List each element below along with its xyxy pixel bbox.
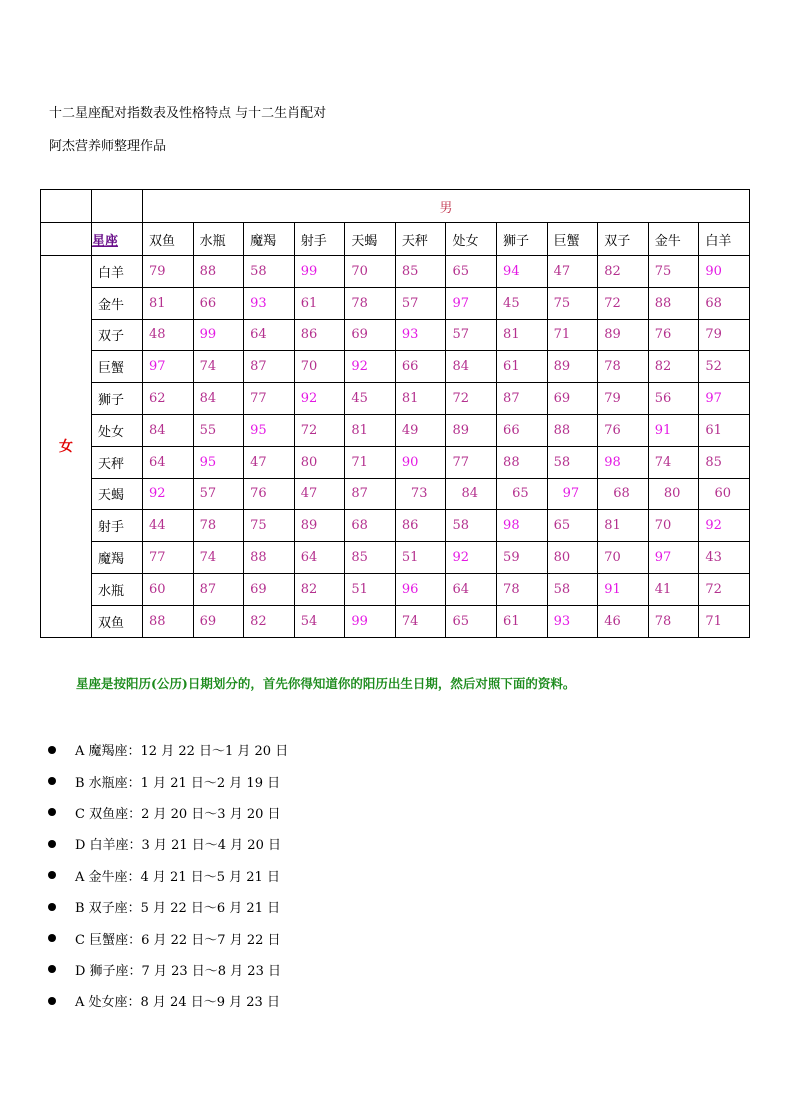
score-cell: 56 (648, 383, 699, 415)
date-range-text: A 金牛座：4 月 21 日～5 月 21 日 (75, 869, 280, 885)
score-cell: 85 (699, 446, 750, 478)
score-cell: 76 (648, 319, 699, 351)
score-cell: 91 (598, 573, 649, 605)
score-cell: 98 (497, 510, 548, 542)
score-cell: 66 (497, 414, 548, 446)
table-row (41, 351, 750, 383)
score-cell: 95 (193, 446, 244, 478)
score-cell: 82 (598, 256, 649, 288)
table-row (41, 510, 750, 542)
score-cell: 58 (244, 256, 295, 288)
score-cell: 81 (143, 287, 194, 319)
score-cell: 77 (143, 542, 194, 574)
bullet-icon (48, 903, 56, 911)
score-cell: 75 (547, 287, 598, 319)
score-cell: 74 (395, 605, 446, 637)
male-sign-header: 金牛 (648, 223, 699, 256)
corner-cell (92, 190, 143, 223)
score-cell: 79 (699, 319, 750, 351)
star-header-link[interactable]: 星座 (92, 233, 119, 249)
score-cell: 49 (395, 414, 446, 446)
score-cell: 86 (395, 510, 446, 542)
score-cell: 66 (193, 287, 244, 319)
score-cell: 61 (294, 287, 345, 319)
score-cell: 65 (446, 256, 497, 288)
score-cell: 79 (598, 383, 649, 415)
female-sign-cell: 巨蟹 (92, 351, 143, 383)
table-row (41, 383, 750, 415)
score-cell: 68 (699, 287, 750, 319)
score-cell: 97 (648, 542, 699, 574)
score-cell: 64 (294, 542, 345, 574)
score-cell: 90 (395, 446, 446, 478)
score-cell: 81 (345, 414, 396, 446)
table-row (41, 478, 750, 510)
list-item (48, 734, 288, 765)
score-cell: 84 (193, 383, 244, 415)
score-cell: 88 (143, 605, 194, 637)
score-cell: 51 (345, 573, 396, 605)
score-cell: 74 (193, 351, 244, 383)
male-label-row (41, 190, 750, 223)
female-sign-cell: 天蝎 (92, 478, 143, 510)
score-cell: 93 (244, 287, 295, 319)
bullet-icon (48, 777, 56, 785)
score-cell: 89 (446, 414, 497, 446)
male-sign-header: 天蝎 (345, 223, 396, 256)
score-cell: 55 (193, 414, 244, 446)
score-cell: 61 (699, 414, 750, 446)
score-cell: 70 (294, 351, 345, 383)
score-cell: 65 (497, 478, 548, 510)
score-cell: 80 (547, 542, 598, 574)
table-row (41, 446, 750, 478)
female-sign-cell: 双鱼 (92, 605, 143, 637)
score-cell: 88 (244, 542, 295, 574)
score-cell: 58 (547, 573, 598, 605)
score-cell: 47 (244, 446, 295, 478)
score-cell: 87 (193, 573, 244, 605)
score-cell: 64 (446, 573, 497, 605)
bullet-icon (48, 871, 56, 879)
score-cell: 87 (345, 478, 396, 510)
score-cell: 72 (699, 573, 750, 605)
list-item (48, 985, 288, 1016)
male-sign-header: 水瓶 (193, 223, 244, 256)
score-cell: 82 (244, 605, 295, 637)
list-item (48, 891, 288, 922)
score-cell: 72 (598, 287, 649, 319)
date-range-text: D 狮子座：7 月 23 日～8 月 23 日 (75, 963, 281, 979)
table-row (41, 414, 750, 446)
score-cell: 98 (598, 446, 649, 478)
female-sign-cell: 天秤 (92, 446, 143, 478)
date-range-text: C 双鱼座：2 月 20 日～3 月 20 日 (75, 806, 281, 822)
score-cell: 97 (446, 287, 497, 319)
score-cell: 88 (193, 256, 244, 288)
score-cell: 92 (345, 351, 396, 383)
male-label: 男 (143, 190, 750, 223)
score-cell: 99 (193, 319, 244, 351)
score-cell: 90 (699, 256, 750, 288)
score-cell: 43 (699, 542, 750, 574)
bullet-icon (48, 997, 56, 1005)
score-cell: 66 (395, 351, 446, 383)
female-sign-cell: 水瓶 (92, 573, 143, 605)
score-cell: 69 (244, 573, 295, 605)
score-cell: 60 (143, 573, 194, 605)
score-cell: 45 (497, 287, 548, 319)
score-cell: 71 (699, 605, 750, 637)
female-sign-cell: 白羊 (92, 256, 143, 288)
score-cell: 64 (244, 319, 295, 351)
score-cell: 58 (446, 510, 497, 542)
male-sign-header: 天秤 (395, 223, 446, 256)
score-cell: 79 (143, 256, 194, 288)
list-item (48, 922, 288, 953)
list-item (48, 828, 288, 859)
female-sign-cell: 处女 (92, 414, 143, 446)
score-cell: 91 (648, 414, 699, 446)
score-cell: 97 (547, 478, 598, 510)
score-cell: 62 (143, 383, 194, 415)
score-cell: 47 (547, 256, 598, 288)
bullet-icon (48, 840, 56, 848)
score-cell: 82 (294, 573, 345, 605)
table-row (41, 542, 750, 574)
document-title: 十二星座配对指数表及性格特点 与十二生肖配对 (49, 106, 327, 121)
score-cell: 61 (497, 605, 548, 637)
score-cell: 73 (395, 478, 446, 510)
table-row (41, 287, 750, 319)
score-cell: 74 (193, 542, 244, 574)
score-cell: 92 (294, 383, 345, 415)
score-cell: 70 (345, 256, 396, 288)
male-sign-header: 射手 (294, 223, 345, 256)
score-cell: 76 (598, 414, 649, 446)
score-cell: 84 (446, 351, 497, 383)
score-cell: 89 (294, 510, 345, 542)
score-cell: 88 (497, 446, 548, 478)
bullet-icon (48, 746, 56, 754)
corner-cell (41, 190, 92, 223)
score-cell: 65 (446, 605, 497, 637)
score-cell: 61 (497, 351, 548, 383)
document-author: 阿杰营养师整理作品 (49, 139, 167, 154)
female-sign-cell: 狮子 (92, 383, 143, 415)
score-cell: 93 (395, 319, 446, 351)
score-cell: 93 (547, 605, 598, 637)
score-cell: 57 (446, 319, 497, 351)
score-cell: 41 (648, 573, 699, 605)
date-range-text: A 处女座：8 月 24 日～9 月 23 日 (75, 995, 280, 1011)
star-header-cell (92, 223, 143, 256)
female-label: 女 (41, 256, 92, 638)
corner-cell (41, 223, 92, 256)
table-row (41, 573, 750, 605)
score-cell: 76 (244, 478, 295, 510)
score-cell: 77 (446, 446, 497, 478)
female-sign-cell: 魔羯 (92, 542, 143, 574)
date-range-text: C 巨蟹座：6 月 22 日～7 月 22 日 (75, 932, 281, 948)
score-cell: 47 (294, 478, 345, 510)
female-sign-cell: 金牛 (92, 287, 143, 319)
list-item (48, 797, 288, 828)
score-cell: 81 (395, 383, 446, 415)
score-cell: 52 (699, 351, 750, 383)
score-cell: 57 (193, 478, 244, 510)
score-cell: 80 (648, 478, 699, 510)
score-cell: 97 (143, 351, 194, 383)
score-cell: 87 (497, 383, 548, 415)
compatibility-table (40, 189, 750, 638)
list-item (48, 765, 288, 796)
male-sign-header: 白羊 (699, 223, 750, 256)
score-cell: 51 (395, 542, 446, 574)
score-cell: 45 (345, 383, 396, 415)
score-cell: 84 (143, 414, 194, 446)
score-cell: 84 (446, 478, 497, 510)
score-cell: 71 (547, 319, 598, 351)
table-row (41, 256, 750, 288)
male-sign-header: 狮子 (497, 223, 548, 256)
list-item (48, 860, 288, 891)
score-cell: 68 (598, 478, 649, 510)
male-sign-header: 双鱼 (143, 223, 194, 256)
score-cell: 71 (345, 446, 396, 478)
bullet-icon (48, 965, 56, 973)
score-cell: 88 (648, 287, 699, 319)
table-row (41, 319, 750, 351)
score-cell: 86 (294, 319, 345, 351)
score-cell: 85 (345, 542, 396, 574)
score-cell: 65 (547, 510, 598, 542)
score-cell: 94 (497, 256, 548, 288)
bullet-icon (48, 934, 56, 942)
score-cell: 78 (345, 287, 396, 319)
score-cell: 64 (143, 446, 194, 478)
score-cell: 96 (395, 573, 446, 605)
date-range-text: A 魔羯座：12 月 22 日～1 月 20 日 (75, 744, 289, 760)
score-cell: 60 (699, 478, 750, 510)
male-sign-header: 巨蟹 (547, 223, 598, 256)
score-cell: 44 (143, 510, 194, 542)
date-range-text: B 双子座：5 月 22 日～6 月 21 日 (75, 901, 281, 917)
sign-header-row (41, 223, 750, 256)
table-row (41, 605, 750, 637)
score-cell: 81 (598, 510, 649, 542)
score-cell: 69 (193, 605, 244, 637)
score-cell: 99 (345, 605, 396, 637)
score-cell: 54 (294, 605, 345, 637)
score-cell: 89 (598, 319, 649, 351)
score-cell: 69 (547, 383, 598, 415)
male-sign-header: 双子 (598, 223, 649, 256)
female-sign-cell: 射手 (92, 510, 143, 542)
score-cell: 81 (497, 319, 548, 351)
score-cell: 69 (345, 319, 396, 351)
score-cell: 72 (446, 383, 497, 415)
score-cell: 87 (244, 351, 295, 383)
score-cell: 92 (446, 542, 497, 574)
date-range-text: B 水瓶座：1 月 21 日～2 月 19 日 (75, 775, 281, 791)
score-cell: 97 (699, 383, 750, 415)
score-cell: 85 (395, 256, 446, 288)
score-cell: 78 (497, 573, 548, 605)
score-cell: 58 (547, 446, 598, 478)
list-item (48, 954, 288, 985)
score-cell: 72 (294, 414, 345, 446)
male-sign-header: 魔羯 (244, 223, 295, 256)
male-sign-header: 处女 (446, 223, 497, 256)
date-range-text: D 白羊座：3 月 21 日～4 月 20 日 (75, 838, 281, 854)
score-cell: 78 (193, 510, 244, 542)
score-cell: 59 (497, 542, 548, 574)
score-cell: 92 (699, 510, 750, 542)
score-cell: 75 (244, 510, 295, 542)
score-cell: 68 (345, 510, 396, 542)
zodiac-date-list (48, 734, 288, 1017)
score-cell: 70 (648, 510, 699, 542)
female-sign-cell: 双子 (92, 319, 143, 351)
score-cell: 46 (598, 605, 649, 637)
score-cell: 95 (244, 414, 295, 446)
score-cell: 75 (648, 256, 699, 288)
score-cell: 80 (294, 446, 345, 478)
score-cell: 57 (395, 287, 446, 319)
zodiac-note: 星座是按阳历(公历)日期划分的，首先你得知道你的阳历出生日期，然后对照下面的资料。 (76, 676, 576, 691)
score-cell: 70 (598, 542, 649, 574)
score-cell: 92 (143, 478, 194, 510)
score-cell: 89 (547, 351, 598, 383)
score-cell: 78 (648, 605, 699, 637)
score-cell: 77 (244, 383, 295, 415)
score-cell: 78 (598, 351, 649, 383)
score-cell: 82 (648, 351, 699, 383)
bullet-icon (48, 808, 56, 816)
score-cell: 74 (648, 446, 699, 478)
score-cell: 88 (547, 414, 598, 446)
score-cell: 99 (294, 256, 345, 288)
score-cell: 48 (143, 319, 194, 351)
